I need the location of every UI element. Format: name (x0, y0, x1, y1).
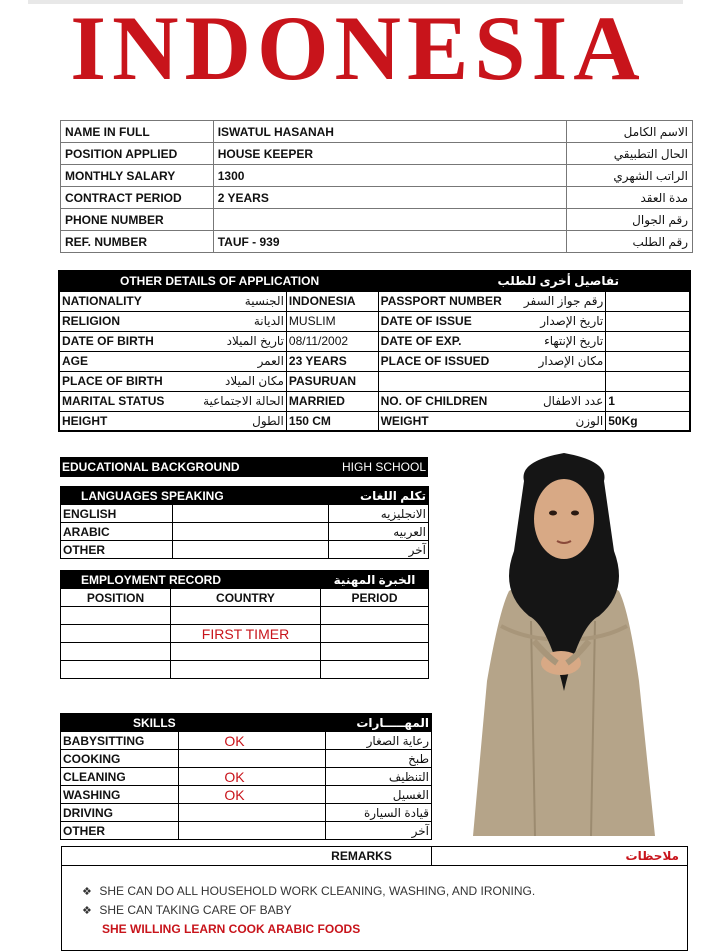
skill-row (61, 804, 432, 822)
detail-label: PLACE OF ISSUED (380, 354, 490, 368)
skill-value (179, 822, 325, 840)
info-row (61, 143, 693, 165)
detail-label: HEIGHT (62, 413, 108, 428)
detail-label: MARITAL STATUS (62, 394, 165, 408)
remark-highlight: SHE WILLING LEARN COOK ARABIC FOODS (102, 922, 361, 936)
other-details-table (58, 270, 691, 432)
other-details-row (59, 351, 690, 371)
detail-label: DATE OF BIRTH (62, 334, 154, 348)
detail-value: 23 YEARS (286, 351, 378, 371)
detail-label: RELIGION (62, 314, 121, 328)
detail-value: INDONESIA (286, 291, 378, 311)
info-value: 2 YEARS (213, 187, 567, 209)
detail-label: WEIGHT (380, 413, 429, 428)
remarks-title: REMARKS (292, 847, 432, 866)
other-details-row (59, 391, 690, 411)
detail-value (606, 291, 690, 311)
skill-label: COOKING (61, 750, 179, 768)
info-row (61, 165, 693, 187)
detail-label: PLACE OF BIRTH (62, 374, 163, 388)
remark-text: SHE CAN TAKING CARE OF BABY (99, 903, 292, 917)
info-value: 1300 (213, 165, 567, 187)
employment-column-header: POSITION (61, 589, 171, 607)
skill-label: BABYSITTING (61, 732, 179, 750)
detail-value: PASURUAN (286, 371, 378, 391)
detail-value (606, 351, 690, 371)
detail-label-ar: مكان الإصدار (538, 354, 604, 368)
languages-title: LANGUAGES SPEAKING (61, 487, 329, 505)
detail-label-ar: عدد الاطفال (542, 394, 604, 408)
detail-label-ar: الجنسية (244, 294, 284, 308)
detail-label: PASSPORT NUMBER (380, 294, 502, 308)
remarks-box (61, 846, 688, 951)
detail-label: NATIONALITY (62, 294, 142, 308)
employment-header (61, 571, 429, 589)
detail-value: MUSLIM (286, 311, 378, 331)
skill-label: CLEANING (61, 768, 179, 786)
info-label-ar: الحال التطبيقي (567, 143, 693, 165)
info-label: PHONE NUMBER (61, 209, 214, 231)
other-details-row (59, 411, 690, 431)
language-label: ARABIC (61, 523, 173, 541)
employment-table (60, 570, 429, 679)
remark-item (82, 903, 292, 917)
page-title: INDONESIA (70, 0, 646, 99)
diamond-bullet-icon: ❖ (82, 886, 92, 898)
detail-label: NO. OF CHILDREN (380, 394, 488, 408)
language-label-ar: العربيه (329, 523, 429, 541)
detail-value: 08/11/2002 (286, 331, 378, 351)
info-label: REF. NUMBER (61, 231, 214, 253)
detail-label-ar: الطول (252, 413, 284, 428)
employment-row (61, 625, 429, 643)
languages-table (60, 486, 429, 559)
skill-label-ar: آخر (325, 822, 431, 840)
remark-item (82, 884, 535, 898)
detail-label: AGE (62, 354, 89, 368)
other-details-row (59, 371, 690, 391)
skill-row (61, 822, 432, 840)
skill-label: WASHING (61, 786, 179, 804)
detail-value (606, 371, 690, 391)
skills-header (61, 714, 432, 732)
remark-text: SHE CAN DO ALL HOUSEHOLD WORK CLEANING, WASHING, AND IRONING. (99, 884, 536, 898)
language-row (61, 541, 429, 559)
other-details-row (59, 331, 690, 351)
skill-row (61, 732, 432, 750)
detail-value: 50Kg (606, 411, 690, 431)
other-details-title: OTHER DETAILS OF APPLICATION (59, 271, 378, 291)
employment-title-ar: الخبرة المهنية (321, 571, 429, 589)
applicant-photo (439, 441, 689, 837)
detail-label-ar: تاريخ الميلاد (226, 334, 284, 348)
detail-value (606, 331, 690, 351)
education-bar (60, 457, 428, 477)
languages-title-ar: تكلم اللغات (329, 487, 429, 505)
remarks-title-ar: ملاحظات (625, 849, 679, 863)
info-row (61, 231, 693, 253)
info-value: ISWATUL HASANAH (213, 121, 567, 143)
employment-row (61, 643, 429, 661)
info-label: MONTHLY SALARY (61, 165, 214, 187)
info-value: HOUSE KEEPER (213, 143, 567, 165)
skill-row (61, 786, 432, 804)
detail-label-ar: مكان الميلاد (224, 374, 284, 388)
language-label-ar: الانجليزيه (329, 505, 429, 523)
employment-row (61, 661, 429, 679)
info-label-ar: مدة العقد (567, 187, 693, 209)
detail-label-ar: العمر (257, 354, 284, 368)
detail-label-ar: رقم جواز السفر (523, 294, 604, 308)
employment-title: EMPLOYMENT RECORD (61, 571, 321, 589)
detail-value: 150 CM (286, 411, 378, 431)
info-label-ar: الاسم الكامل (567, 121, 693, 143)
skill-value: OK (179, 786, 325, 804)
skill-label-ar: الغسيل (325, 786, 431, 804)
skill-value (179, 804, 325, 822)
detail-label-ar: الوزن (575, 413, 604, 428)
detail-label-ar: الديانة (253, 314, 284, 328)
detail-label: DATE OF EXP. (380, 334, 462, 348)
info-row (61, 121, 693, 143)
info-label: POSITION APPLIED (61, 143, 214, 165)
employment-column-header: COUNTRY (171, 589, 321, 607)
detail-label-ar: الحالة الاجتماعية (203, 394, 284, 408)
skill-label-ar: رعاية الصغار (325, 732, 431, 750)
skill-label: OTHER (61, 822, 179, 840)
other-details-title-ar: تفاصيل أخرى للطلب (378, 271, 690, 291)
diamond-bullet-icon: ❖ (82, 905, 92, 917)
info-row (61, 187, 693, 209)
info-label-ar: رقم الطلب (567, 231, 693, 253)
language-label: ENGLISH (61, 505, 173, 523)
skill-row (61, 750, 432, 768)
info-label-ar: الراتب الشهري (567, 165, 693, 187)
employment-columns (61, 589, 429, 607)
skill-label-ar: التنظيف (325, 768, 431, 786)
info-label-ar: رقم الجوال (567, 209, 693, 231)
other-details-header (59, 271, 690, 291)
skills-title: SKILLS (61, 714, 326, 732)
skills-title-ar: المهـــــارات (325, 714, 431, 732)
employment-note: FIRST TIMER (171, 625, 321, 643)
other-details-row (59, 291, 690, 311)
skill-label: DRIVING (61, 804, 179, 822)
education-label: EDUCATIONAL BACKGROUND (62, 460, 240, 474)
language-row (61, 505, 429, 523)
skill-label-ar: قيادة السيارة (325, 804, 431, 822)
applicant-info-table (60, 120, 693, 253)
skills-table (60, 713, 432, 840)
info-row (61, 209, 693, 231)
language-label: OTHER (61, 541, 173, 559)
language-label-ar: آخر (329, 541, 429, 559)
detail-value (606, 311, 690, 331)
remarks-header (62, 847, 687, 866)
skill-value: OK (179, 768, 325, 786)
applicant-photo-illustration (439, 441, 689, 837)
info-value (213, 209, 567, 231)
skill-value (179, 750, 325, 768)
employment-row (61, 607, 429, 625)
info-label: CONTRACT PERIOD (61, 187, 214, 209)
languages-header (61, 487, 429, 505)
employment-column-header: PERIOD (321, 589, 429, 607)
info-label: NAME IN FULL (61, 121, 214, 143)
detail-label-ar: تاريخ الإصدار (540, 314, 604, 328)
skill-value: OK (179, 732, 325, 750)
detail-label-ar: تاريخ الإنتهاء (544, 334, 604, 348)
other-details-row (59, 311, 690, 331)
skill-label-ar: طبخ (325, 750, 431, 768)
detail-value: 1 (606, 391, 690, 411)
education-value: HIGH SCHOOL (341, 460, 426, 474)
detail-label: DATE OF ISSUE (380, 314, 472, 328)
info-value: TAUF - 939 (213, 231, 567, 253)
language-row (61, 523, 429, 541)
detail-value: MARRIED (286, 391, 378, 411)
skill-row (61, 768, 432, 786)
